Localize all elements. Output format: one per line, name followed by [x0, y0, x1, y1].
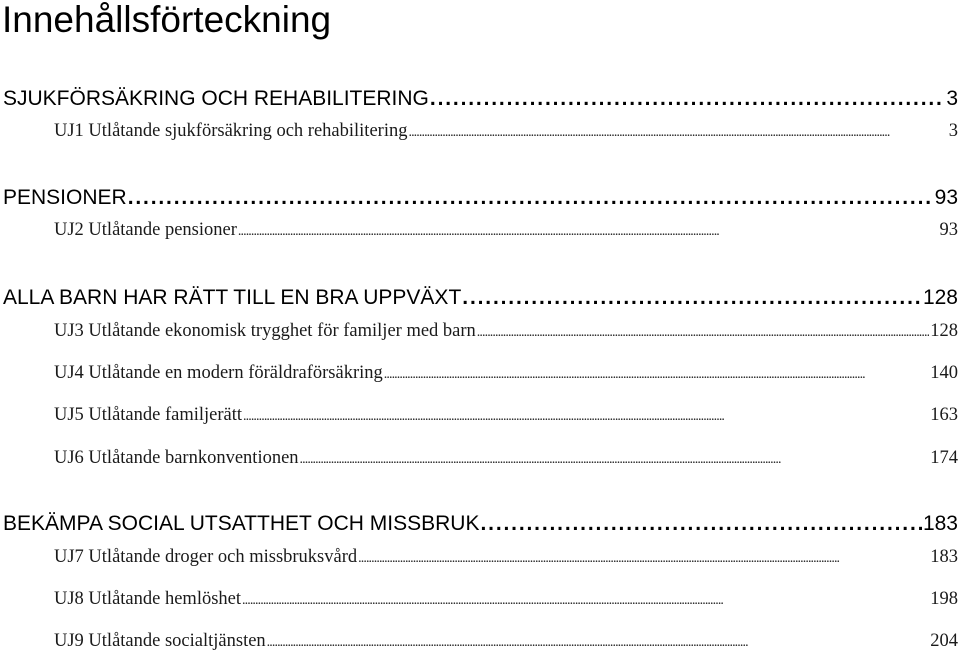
toc-label: UJ2 Utlåtande pensioner — [54, 220, 237, 240]
toc-page-number: 183 — [930, 547, 958, 567]
toc-entry-uj3[interactable] — [54, 319, 958, 345]
toc-section-alla-barn[interactable] — [3, 285, 958, 311]
dot-leader — [384, 361, 929, 387]
dot-leader — [477, 319, 929, 345]
toc-page-number: 93 — [934, 186, 958, 209]
toc-entry-uj9[interactable] — [54, 629, 958, 655]
dot-leader — [408, 119, 947, 145]
toc-section-bekampa[interactable] — [3, 511, 958, 537]
toc-label: UJ7 Utlåtande droger och missbruksvård — [54, 547, 358, 567]
toc-label: UJ4 Utlåtande en modern föräldraförsäkring — [54, 363, 383, 383]
page-title: Innehållsförteckning — [2, 0, 332, 40]
toc-entry-uj2[interactable] — [54, 218, 958, 244]
toc-page-number: 140 — [930, 363, 958, 383]
dot-leader — [430, 86, 945, 112]
toc-label: SJUKFÖRSÄKRING OCH REHABILITERING — [3, 87, 429, 110]
toc-label: UJ1 Utlåtande sjukförsäkring och rehabilitering — [54, 121, 408, 141]
toc-label: UJ9 Utlåtande socialtjänsten — [54, 631, 266, 651]
dot-leader — [480, 511, 921, 537]
toc-label: BEKÄMPA SOCIAL UTSATTHET OCH MISSBRUK — [3, 512, 480, 535]
dot-leader — [267, 629, 930, 655]
toc-label: UJ5 Utlåtande familjerätt — [54, 405, 243, 425]
toc-label: UJ8 Utlåtande hemlöshet — [54, 589, 242, 609]
dot-leader — [462, 285, 922, 311]
toc-entry-uj5[interactable] — [54, 403, 958, 429]
dot-leader — [358, 545, 929, 571]
toc-page-number: 163 — [930, 405, 958, 425]
toc-entry-uj7[interactable] — [54, 545, 958, 571]
toc-page-number: 128 — [930, 321, 958, 341]
toc-page-number: 183 — [922, 512, 958, 535]
toc-page-number: 198 — [930, 589, 958, 609]
toc-label: ALLA BARN HAR RÄTT TILL EN BRA UPPVÄXT — [3, 286, 462, 309]
toc-label: UJ6 Utlåtande barnkonventionen — [54, 448, 299, 468]
dot-leader — [128, 185, 934, 211]
dot-leader — [242, 587, 929, 613]
toc-section-pensioner[interactable] — [3, 185, 958, 211]
toc-entry-uj8[interactable] — [54, 587, 958, 613]
toc-page-number: 128 — [922, 286, 958, 309]
dot-leader — [238, 218, 939, 244]
toc-entry-uj4[interactable] — [54, 361, 958, 387]
toc-page-number: 204 — [930, 631, 958, 651]
toc-entry-uj6[interactable] — [54, 446, 958, 472]
toc-section-sjukforsakring[interactable] — [3, 86, 958, 112]
toc-label: PENSIONER — [3, 186, 127, 209]
toc-page-number: 93 — [939, 220, 958, 240]
toc-page-number: 3 — [948, 121, 958, 141]
dot-leader — [300, 446, 930, 472]
toc-label: UJ3 Utlåtande ekonomisk trygghet för familjer med barn — [54, 321, 476, 341]
dot-leader — [243, 403, 929, 429]
toc-page-number: 174 — [930, 448, 958, 468]
toc-entry-uj1[interactable] — [54, 119, 958, 145]
toc-page-number: 3 — [946, 87, 958, 110]
